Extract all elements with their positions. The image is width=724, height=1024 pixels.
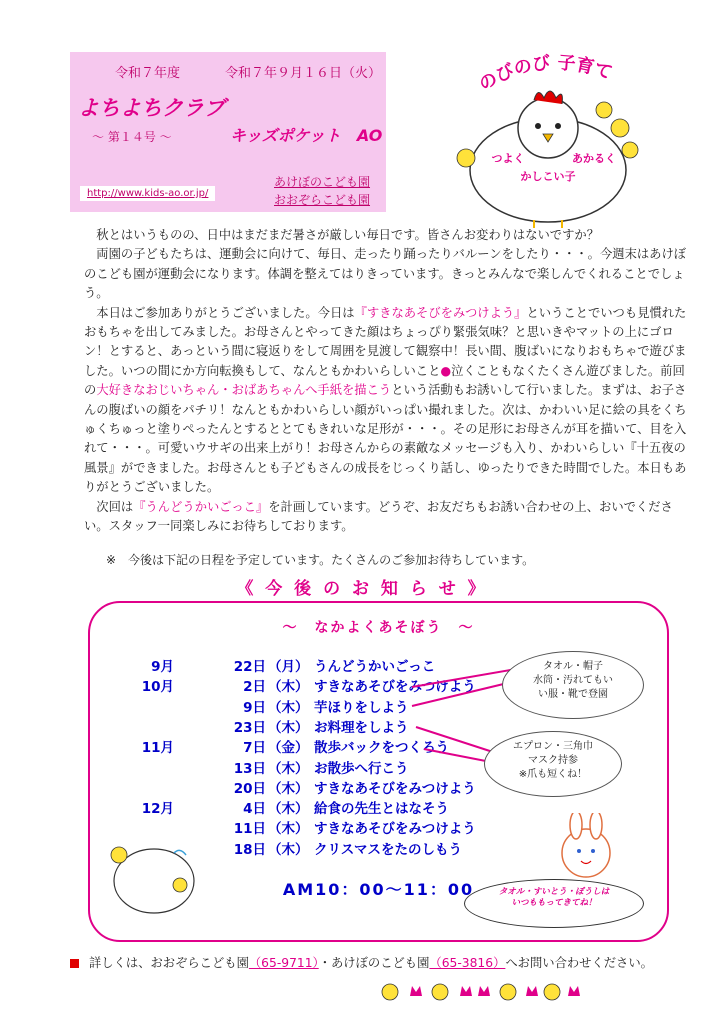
issue-number: ～ 第１４号 ～ xyxy=(92,130,172,144)
schedule-box xyxy=(88,601,669,942)
bubble-cooking: エプロン・三角巾 マスク持参 ※爪も短くね！ xyxy=(484,731,622,797)
schedule-note: ※ 今後は下記の日程を予定しています。たくさんのご参加お待ちしています。 xyxy=(106,553,535,567)
bubble-belongings: タオル・すいとう・ぼうしは いつももってきてね！ xyxy=(464,879,644,928)
schedule-day: 4日 xyxy=(243,801,266,818)
bullet-square-icon xyxy=(70,959,79,968)
chicken-logo xyxy=(448,50,648,230)
kindergarten-ozora[interactable]: おおぞらこども園 xyxy=(274,193,371,207)
schedule-day: 2日 xyxy=(243,679,266,696)
theme-highlight: 『すきなあそびをみつけよう』 xyxy=(354,305,527,320)
schedule-month: 10月 xyxy=(141,679,174,696)
issue-date: 令和７年９月１６日（火） xyxy=(225,66,382,81)
schedule-weekday: （金） xyxy=(268,740,309,757)
logo-title: のびのび 子育て xyxy=(475,52,615,96)
chick-right xyxy=(622,142,638,158)
future-heading: 《 今 後 の お 知 ら せ 》 xyxy=(236,579,488,599)
heart-icon: ● xyxy=(440,363,452,378)
next-highlight: 『うんどうかいごっこ』 xyxy=(133,499,269,514)
kindergarten-akebono[interactable]: あけぼのこども園 xyxy=(274,175,371,189)
schedule-activity: すきなあそびをみつけよう xyxy=(314,780,476,797)
chicken-eye-right xyxy=(555,123,561,129)
schedule-activity: クリスマスをたのしもう xyxy=(314,841,462,858)
schedule-day: 13日 xyxy=(233,760,266,777)
schedule-weekday: （木） xyxy=(268,780,309,797)
newsletter-title: キッズポケット AO xyxy=(230,126,383,145)
egg-chick-illustration xyxy=(104,835,204,921)
chicken-head xyxy=(518,98,578,158)
schedule-day: 11日 xyxy=(233,821,266,838)
era-year: 令和７年度 xyxy=(115,66,181,81)
schedule-weekday: （木） xyxy=(268,679,309,696)
bunny-illustration xyxy=(548,813,628,879)
chicken-eye-left xyxy=(535,123,541,129)
session-time: AM10：00～11：00 xyxy=(282,880,475,899)
schedule-day: 7日 xyxy=(243,740,266,757)
chick-left xyxy=(457,149,475,167)
club-name: よちよちクラブ xyxy=(78,96,225,120)
chick-right-top xyxy=(611,119,629,137)
chick-right-high xyxy=(596,102,612,118)
schedule-activity: すきなあそびをみつけよう xyxy=(314,821,476,838)
schedule-activity: 給食の先生とはなそう xyxy=(314,801,449,818)
schedule-weekday: （木） xyxy=(268,801,309,818)
website-link[interactable]: http://www.kids-ao.or.jp/ xyxy=(80,186,215,201)
paragraph-sports-day: 両園の子どもたちは、運動会に向けて、毎日、走ったり踊ったりバルーンをしたり・・・。今週末はあけぼのこども園が運動会になります。体調を整えてはりきっています。きっとみんなで楽しんでくれることでしょう。 xyxy=(84,247,687,301)
schedule-subtitle: ～ なかよくあそぼう ～ xyxy=(282,620,475,636)
schedule-day: 22日 xyxy=(233,659,266,675)
schedule-activity: 芋ほりをしよう xyxy=(314,699,409,716)
phone-akebono[interactable]: （65-3816） xyxy=(429,956,506,970)
schedule-day: 20日 xyxy=(233,780,266,797)
logo-word-smart: かしこい子 xyxy=(520,170,576,183)
schedule-activity: 散歩バックをつくろう xyxy=(314,740,449,757)
footer-contact: 詳しくは、おおぞらこども園（65-9711）・あけぼのこども園（65-3816）へお問い合わせください。 xyxy=(70,953,653,971)
event-highlight: 大好きなおじいちゃん・おばあちゃんへ手紙を描こう xyxy=(96,383,392,398)
schedule-activity: お散歩へ行こう xyxy=(314,760,409,777)
schedule-activity: すきなあそびをみつけよう xyxy=(314,679,476,696)
logo-word-bright: あかるく xyxy=(572,152,616,165)
header-box xyxy=(70,52,386,212)
bubble-outdoor: タオル・帽子 水筒・汚れてもい い服・靴で登園 xyxy=(502,651,644,719)
paragraph-report: 本日はご参加ありがとうございました。今日は『すきなあそびをみつけよう』ということでいつも見慣れたおもちゃを出してみました。お母さんとやってきた顔はちょっぴり緊張気味？と思いきやマットの上にゴロン！とすると、あっという間に寝返りをして周囲を見渡して観察中！長い間、腹ばいになりおもちゃで遊びました。いつの間にか方向転換もして、なんともかわいらしいこと●泣くこともなくたくさん遊びました。前回の大好きなおじいちゃん・おばあちゃんへ手紙を描こうという活動もお誘いして行いました。まずは、お子さんの腹ばいの顔をパチリ！なんともかわいらしい顔がいっぱい撮れました。次は、かわいい足に絵の具をくちゅくちゅっと塗りぺったんとするととてもきれいな足形が・・・。その足形にお母さんが耳を描いて、目を入れて・・・。可愛いウサギの出来上がり！お母さんからの素敵なメッセージも入り、かわいらしい『十五夜の風景』ができました。お母さんとも子どもさんの成長をじっくり話し、ゆったりできた時間でした。本日もありがとうございました。 xyxy=(84,305,687,495)
paragraph-next: 次回は『うんどうかいごっこ』を計画しています。どうぞ、お友だちもお誘い合わせの上、おいでください。スタッフ一同楽しみにお待ちしております。 xyxy=(84,499,673,534)
schedule-weekday: （木） xyxy=(268,699,309,716)
schedule-weekday: （木） xyxy=(268,841,309,858)
schedule-day: 9日 xyxy=(243,699,266,716)
schedule-weekday: （木） xyxy=(268,719,309,736)
schedule-weekday: （木） xyxy=(268,821,309,838)
logo-word-strong: つよく xyxy=(491,152,525,165)
schedule-activity: うんどうかいごっこ xyxy=(314,659,436,675)
schedule-weekday: （木） xyxy=(268,760,309,777)
schedule-activity: お料理をしよう xyxy=(314,719,409,736)
schedule-day: 23日 xyxy=(233,719,266,736)
schedule-month: 11月 xyxy=(141,740,174,757)
body-text xyxy=(84,226,690,537)
paragraph-greeting: 秋とはいうものの、日中はまだまだ暑さが厳しい毎日です。皆さんお変わりはないですか？ xyxy=(96,228,599,242)
phone-ozora[interactable]: （65-9711） xyxy=(248,956,319,970)
schedule-month: 12月 xyxy=(141,801,174,818)
schedule-day: 18日 xyxy=(233,841,266,858)
schedule-month: 9月 xyxy=(151,659,174,675)
chick-tulip-decoration xyxy=(378,976,588,1006)
schedule-weekday: （月） xyxy=(268,659,309,675)
